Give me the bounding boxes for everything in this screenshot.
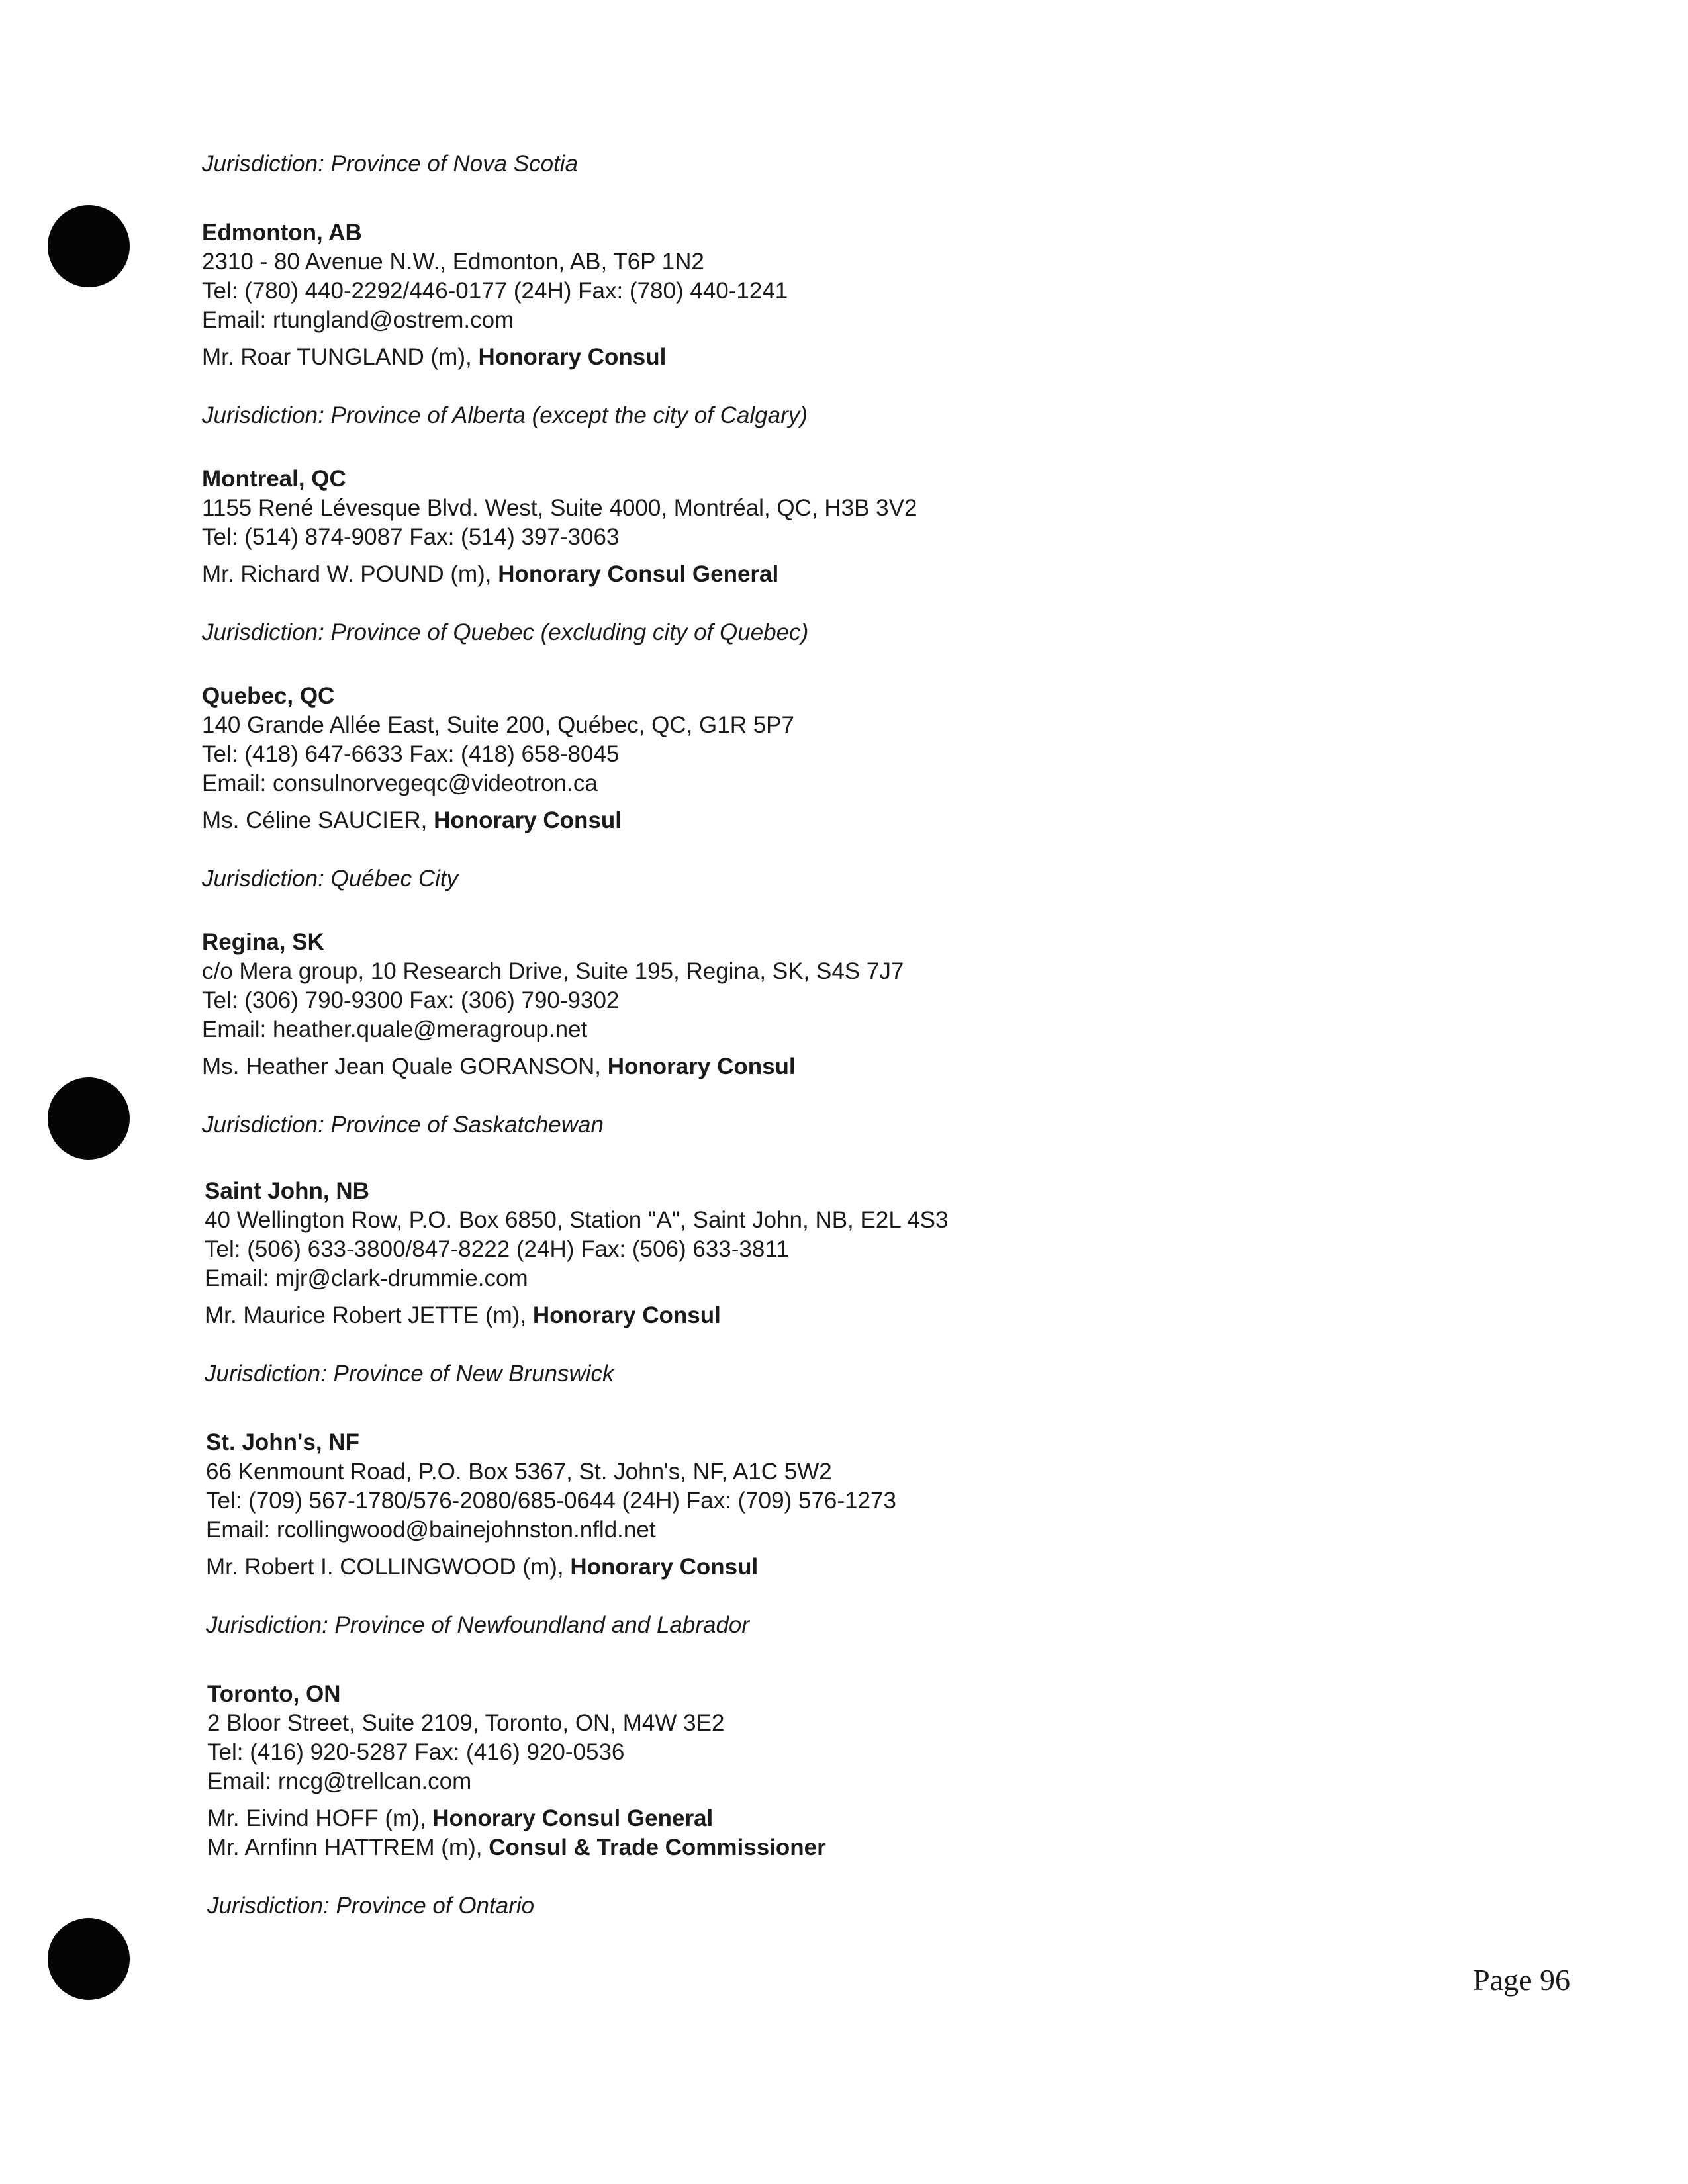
entry-official <box>207 1833 826 1862</box>
entry-official <box>205 1301 949 1330</box>
official-name: Mr. Maurice Robert JETTE (m), <box>205 1302 533 1328</box>
entry-city: Montreal, QC <box>202 466 346 492</box>
entry-saint-john <box>205 1177 949 1388</box>
entry-email: Email: rtungland@ostrem.com <box>202 307 514 333</box>
entry-official <box>202 343 808 372</box>
entry-phone: Tel: (709) 567-1780/576-2080/685-0644 (24H) Fax: (709) 576-1273 <box>206 1488 896 1514</box>
entry-toronto <box>207 1680 826 1921</box>
official-name: Mr. Roar TUNGLAND (m), <box>202 344 479 370</box>
entry-official <box>202 806 794 835</box>
entry-city: Regina, SK <box>202 929 324 955</box>
official-title: Honorary Consul General <box>498 561 779 587</box>
top-jurisdiction: Jurisdiction: Province of Nova Scotia <box>202 151 579 177</box>
official-title: Honorary Consul General <box>432 1805 714 1831</box>
entry-city: Edmonton, AB <box>202 220 362 246</box>
entry-official <box>207 1804 826 1833</box>
entry-jurisdiction: Jurisdiction: Province of New Brunswick <box>205 1361 614 1387</box>
entry-edmonton <box>202 218 808 430</box>
entry-address: 2 Bloor Street, Suite 2109, Toronto, ON, M4W 3E2 <box>207 1710 725 1736</box>
official-name: Mr. Richard W. POUND (m), <box>202 561 498 587</box>
entry-quebec <box>202 682 794 893</box>
entry-jurisdiction: Jurisdiction: Province of Quebec (excluding city of Quebec) <box>202 619 809 645</box>
entry-official <box>202 1052 904 1081</box>
entry-phone: Tel: (514) 874-9087 Fax: (514) 397-3063 <box>202 524 620 550</box>
page-number: Page 96 <box>1473 1963 1570 1997</box>
entry-regina <box>202 928 904 1140</box>
entry-jurisdiction: Jurisdiction: Québec City <box>202 866 459 891</box>
official-title: Honorary Consul <box>607 1054 796 1079</box>
entry-jurisdiction: Jurisdiction: Province of Saskatchewan <box>202 1112 604 1138</box>
entry-address: 66 Kenmount Road, P.O. Box 5367, St. John's, NF, A1C 5W2 <box>206 1459 832 1484</box>
official-name: Mr. Robert I. COLLINGWOOD (m), <box>206 1554 571 1580</box>
entry-jurisdiction: Jurisdiction: Province of Newfoundland and Labrador <box>206 1612 750 1638</box>
entry-st-johns <box>206 1428 896 1640</box>
official-name: Ms. Céline SAUCIER, <box>202 807 434 833</box>
entry-email: Email: rcollingwood@bainejohnston.nfld.net <box>206 1517 656 1543</box>
entry-city: Saint John, NB <box>205 1178 369 1204</box>
official-name: Ms. Heather Jean Quale GORANSON, <box>202 1054 608 1079</box>
entry-phone: Tel: (418) 647-6633 Fax: (418) 658-8045 <box>202 741 620 767</box>
entry-email: Email: consulnorvegeqc@videotron.ca <box>202 770 598 796</box>
punch-hole-middle <box>48 1077 130 1160</box>
entry-address: 2310 - 80 Avenue N.W., Edmonton, AB, T6P 1N2 <box>202 249 704 275</box>
punch-hole-bottom <box>48 1918 130 2000</box>
entry-city: St. John's, NF <box>206 1430 359 1455</box>
entry-phone: Tel: (780) 440-2292/446-0177 (24H) Fax: (780) 440-1241 <box>202 278 788 304</box>
entry-montreal <box>202 465 917 647</box>
official-title: Consul & Trade Commissioner <box>489 1835 826 1860</box>
official-title: Honorary Consul <box>532 1302 721 1328</box>
official-title: Honorary Consul <box>478 344 667 370</box>
entry-official <box>202 560 917 589</box>
entry-phone: Tel: (306) 790-9300 Fax: (306) 790-9302 <box>202 987 620 1013</box>
entry-jurisdiction: Jurisdiction: Province of Alberta (except the city of Calgary) <box>202 402 808 428</box>
official-name: Mr. Arnfinn HATTREM (m), <box>207 1835 489 1860</box>
entry-address: 1155 René Lévesque Blvd. West, Suite 4000, Montréal, QC, H3B 3V2 <box>202 495 917 521</box>
entry-official <box>206 1553 896 1582</box>
entry-email: Email: mjr@clark-drummie.com <box>205 1265 528 1291</box>
entry-address: 140 Grande Allée East, Suite 200, Québec, QC, G1R 5P7 <box>202 712 794 738</box>
entry-address: 40 Wellington Row, P.O. Box 6850, Station "A", Saint John, NB, E2L 4S3 <box>205 1207 949 1233</box>
entry-jurisdiction: Jurisdiction: Province of Ontario <box>207 1893 535 1919</box>
punch-hole-top <box>48 205 130 287</box>
entry-address: c/o Mera group, 10 Research Drive, Suite 195, Regina, SK, S4S 7J7 <box>202 958 904 984</box>
official-title: Honorary Consul <box>434 807 622 833</box>
official-title: Honorary Consul <box>570 1554 759 1580</box>
entry-email: Email: rncg@trellcan.com <box>207 1768 472 1794</box>
entry-city: Toronto, ON <box>207 1681 341 1707</box>
entry-phone: Tel: (416) 920-5287 Fax: (416) 920-0536 <box>207 1739 625 1765</box>
entry-city: Quebec, QC <box>202 683 335 709</box>
entry-phone: Tel: (506) 633-3800/847-8222 (24H) Fax: (506) 633-3811 <box>205 1236 789 1262</box>
official-name: Mr. Eivind HOFF (m), <box>207 1805 433 1831</box>
entry-email: Email: heather.quale@meragroup.net <box>202 1017 588 1042</box>
